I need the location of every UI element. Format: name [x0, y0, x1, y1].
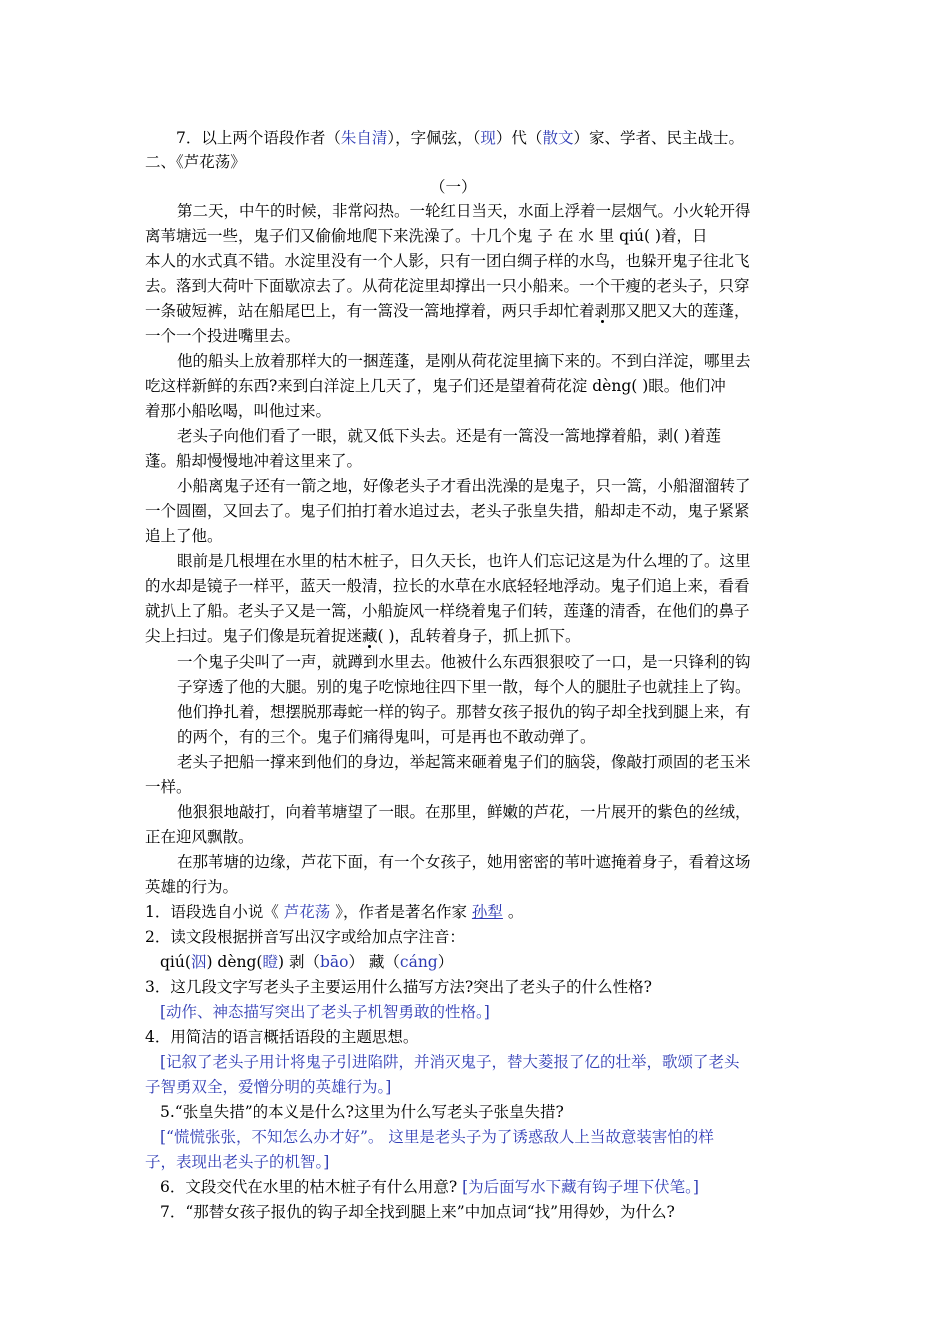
- text: ）: [437, 953, 454, 971]
- question-3: 3．这几段文字写老头子主要运用什么描写方法?突出了老头子的什么性格?: [145, 978, 652, 996]
- passage-line: 正在迎风飘散。: [145, 828, 254, 846]
- question-4-answer: 子智勇双全，爱憎分明的英雄行为。]: [145, 1078, 392, 1096]
- text: 一条破短裤，站在船尾巴上，有一篙没一篙地撑着，两只手却忙着: [145, 302, 595, 320]
- question-2: 2．读文段根据拼音写出汉字或给加点字注音：: [145, 928, 465, 946]
- passage-line: 子穿透了他的大腿。别的鬼子吃惊地往四下里一散，每个人的腿肚子也就挂上了钩。: [177, 678, 751, 696]
- question-3-answer: [动作、神态描写突出了老头子机智勇敢的性格。]: [160, 1003, 490, 1021]
- answer: cáng: [399, 953, 438, 971]
- passage-line: 眼前是几根埋在水里的枯木桩子，日久天长，也许人们忘记这是为什么埋的了。这里: [177, 552, 751, 570]
- text: ）代（: [495, 129, 543, 147]
- text: 。: [502, 903, 524, 921]
- text: 6．文段交代在水里的枯木桩子有什么用意?: [160, 1178, 458, 1196]
- passage-line: 的水却是镜子一样平，蓝天一般清，拉长的水草在水底轻轻地浮动。鬼子们追上来，看看: [145, 577, 750, 595]
- passage-line: [145, 624, 581, 648]
- passage-line: 在那苇塘的边缘，芦花下面，有一个女孩子，她用密密的苇叶遮掩着身子，看着这场: [177, 853, 751, 871]
- question-2-answers: [160, 950, 453, 974]
- answer-era: 现: [480, 129, 496, 147]
- passage-line: 他狠狠地敲打，向着苇塘望了一眼。在那里，鲜嫩的芦花，一片展开的紫色的丝绒，: [177, 803, 751, 821]
- part-label: （一）: [430, 178, 477, 196]
- section-title: 二、《芦花荡》: [145, 153, 246, 171]
- text: ( )，乱转着身子，抓上抓下。: [377, 627, 581, 645]
- passage-line: 一个一个投进嘴里去。: [145, 327, 301, 345]
- passage-line: 蓬。船却慢慢地冲着这里来了。: [145, 452, 363, 470]
- text: 那又肥又大的莲蓬，: [610, 302, 750, 320]
- text: ) dèng(: [206, 953, 263, 971]
- answer-author: 孙犁: [471, 903, 503, 921]
- passage-line: 一个圆圈，又回去了。鬼子们拍打着水追过去，老头子张皇失措，船却走不动，鬼子紧紧: [145, 502, 750, 520]
- question-6: [160, 1175, 699, 1199]
- text: ) 剥（: [277, 953, 320, 971]
- text: ） 藏（: [348, 953, 400, 971]
- passage-line: 离苇塘远一些，鬼子们又偷偷地爬下来洗澡了。十几个鬼 子 在 水 里 qiú( )着，日: [145, 227, 708, 245]
- passage-line: 他的船头上放着那样大的一捆莲蓬，是刚从荷花淀里摘下来的。不到白洋淀，哪里去: [177, 352, 751, 370]
- passage-line: 老头子向他们看了一眼，就又低下头去。还是有一篙没一篙地撑着船，剥( )着莲: [177, 427, 722, 445]
- passage-line: 去。落到大荷叶下面歇凉去了。从荷花淀里却撑出一只小船来。一个干瘦的老头子，只穿: [145, 277, 750, 295]
- answer: bāo: [319, 953, 349, 971]
- text: 7．以上两个语段作者（: [176, 129, 341, 147]
- answer: 瞪: [262, 953, 278, 971]
- passage-line: 他们挣扎着，想摆脱那毒蛇一样的钩子。那替女孩子报仇的钩子却全找到腿上来，有: [177, 703, 751, 721]
- question-1: [145, 900, 523, 924]
- text: ），字佩弦，（: [387, 129, 481, 147]
- passage-line: 英雄的行为。: [145, 878, 239, 896]
- question-4: 4．用简洁的语言概括语段的主题思想。: [145, 1028, 419, 1046]
- dotted-character: 藏: [362, 627, 378, 645]
- passage-line: 小船离鬼子还有一箭之地，好像老头子才看出洗澡的是鬼子，只一篙，小船溜溜转了: [177, 477, 751, 495]
- question-4-answer: [记叙了老头子用计将鬼子引进陷阱，并消灭鬼子，替大菱报了亿的壮举，歌颂了老头: [160, 1053, 740, 1071]
- passage-line: 老头子把船一撑来到他们的身边，举起篙来砸着鬼子们的脑袋，像敲打顽固的老玉米: [177, 753, 751, 771]
- question-5: 5.“张皇失措”的本义是什么?这里为什么写老头子张皇失措?: [160, 1103, 564, 1121]
- question-6-answer: [为后面写水下藏有钩子埋下伏笔。]: [462, 1178, 699, 1196]
- passage-line: 就扒上了船。老头子又是一篙，小船旋风一样绕着鬼子们转，莲蓬的清香，在他们的鼻子: [145, 602, 750, 620]
- question-5-answer: 子，表现出老头子的机智。]: [145, 1153, 330, 1171]
- passage-line: 本人的水式真不错。水淀里没有一个人影，只有一团白绸子样的水鸟，也躲开鬼子往北飞: [145, 252, 750, 270]
- text: 》，作者是著名作家: [330, 903, 472, 921]
- answer-author: 朱自清: [340, 129, 388, 147]
- passage-line: 着那小船吆喝，叫他过来。: [145, 402, 332, 420]
- passage-line: 吃这样新鲜的东西?来到白洋淀上几天了，鬼子们还是望着荷花淀 dèng( )眼。他们冲: [145, 377, 726, 395]
- question-7: 7．“那替女孩子报仇的钩子却全找到腿上来”中加点词“找”用得妙，为什么?: [160, 1203, 675, 1221]
- passage-line: 一样。: [145, 778, 192, 796]
- answer: 泅: [190, 953, 207, 971]
- text: ）家、学者、民主战士。: [573, 129, 744, 147]
- text: qiú(: [160, 953, 191, 971]
- answer-genre: 散文: [542, 129, 574, 147]
- passage-line: 追上了他。: [145, 527, 223, 545]
- passage-line: 第二天，中午的时候，非常闷热。一轮红日当天，水面上浮着一层烟气。小火轮开得: [177, 202, 751, 220]
- passage-line: 的两个，有的三个。鬼子们痛得鬼叫，可是再也不敢动弹了。: [177, 728, 596, 746]
- text: 尖上扫过。鬼子们像是玩着捉迷: [145, 627, 363, 645]
- passage-line: 一个鬼子尖叫了一声，就蹲到水里去。他被什么东西狠狠咬了一口，是一只锋利的钩: [177, 653, 751, 671]
- text: 1．语段选自小说《: [145, 903, 284, 921]
- dotted-character: 剥: [594, 302, 611, 320]
- answer-book: 芦花荡: [283, 903, 331, 921]
- passage-line: [145, 299, 750, 323]
- prev-question-7: [176, 126, 744, 150]
- question-5-answer: [“慌慌张张，不知怎么办才好”。 这里是老头子为了诱惑敌人上当故意装害怕的样: [160, 1128, 714, 1146]
